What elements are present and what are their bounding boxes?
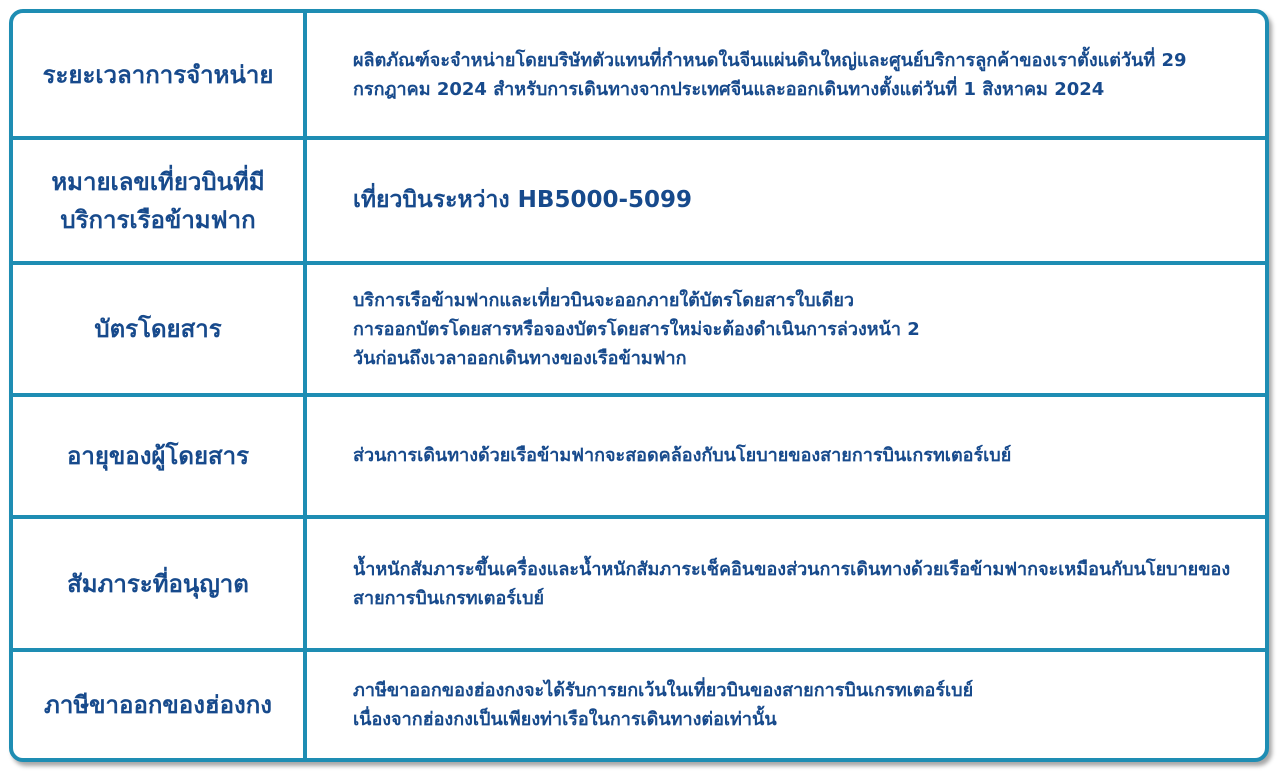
row-label-hk-departure-tax: [13, 652, 303, 758]
ticket-line-2: การออกบัตรโดยสารหรือจองบัตรโดยสารใหม่จะต้องดำเนินการล่วงหน้า 2: [353, 318, 920, 340]
hk-departure-tax-label: ภาษีขาออกของฮ่องกง: [44, 691, 272, 719]
sales-period-text: ผลิตภัณฑ์จะจำหน่ายโดยบริษัทตัวแทนที่กำหนดในจีนแผ่นดินใหญ่และศูนย์บริการลูกค้าของเราตั้งแต่วันที่ 29 กรกฎาคม 2024 สำหรับการเดินทางจากประเทศจีนและออกเดินทางตั้งแต่วันที่ 1 สิงหาคม 2024: [353, 49, 1187, 100]
passenger-age-text: ส่วนการเดินทางด้วยเรือข้ามฟากจะสอดคล้องกับนโยบายของสายการบินเกรทเตอร์เบย์: [353, 445, 1012, 466]
hk-departure-tax-line-1: ภาษีขาออกของฮ่องกงจะได้รับการยกเว้นในเที่ยวบินของสายการบินเกรทเตอร์เบย์: [353, 680, 974, 701]
row-label-sales-period: [13, 13, 303, 136]
ferry-flights-label: หมายเลขเที่ยวบินที่มีบริการเรือข้ามฟาก: [51, 167, 265, 234]
column-divider: [303, 13, 307, 758]
passenger-age-label: อายุของผู้โดยสาร: [66, 442, 250, 470]
info-table: [9, 9, 1269, 762]
row-value-hk-departure-tax: [307, 652, 1265, 758]
row-value-ferry-flights: [307, 140, 1265, 261]
ferry-flights-text: เที่ยวบินระหว่าง HB5000-5099: [353, 187, 693, 213]
ticket-line-3: วันก่อนถึงเวลาออกเดินทางของเรือข้ามฟาก: [353, 347, 687, 369]
row-label-ferry-flights: [13, 140, 303, 261]
baggage-label: สัมภาระที่อนุญาต: [67, 569, 249, 598]
baggage-text: น้ำหนักสัมภาระขึ้นเครื่องและน้ำหนักสัมภาระเช็คอินของส่วนการเดินทางด้วยเรือข้ามฟากจะเหมือนกับนโยบายของสายการบินเกรทเตอร์เบย์: [353, 558, 1231, 609]
row-label-ticket: [13, 265, 303, 393]
ticket-label: บัตรโดยสาร: [94, 315, 222, 343]
row-value-sales-period: [307, 13, 1265, 136]
row-value-baggage: [307, 519, 1265, 648]
ticket-line-1: บริการเรือข้ามฟากและเที่ยวบินจะออกภายใต้บัตรโดยสารใบเดียว: [353, 289, 855, 311]
sales-period-label: ระยะเวลาการจำหน่าย: [42, 60, 274, 89]
hk-departure-tax-line-2: เนื่องจากฮ่องกงเป็นเพียงท่าเรือในการเดินทางต่อเท่านั้น: [353, 709, 777, 730]
row-value-passenger-age: [307, 397, 1265, 515]
row-label-passenger-age: [13, 397, 303, 515]
row-value-ticket: [307, 265, 1265, 393]
row-label-baggage: [13, 519, 303, 648]
